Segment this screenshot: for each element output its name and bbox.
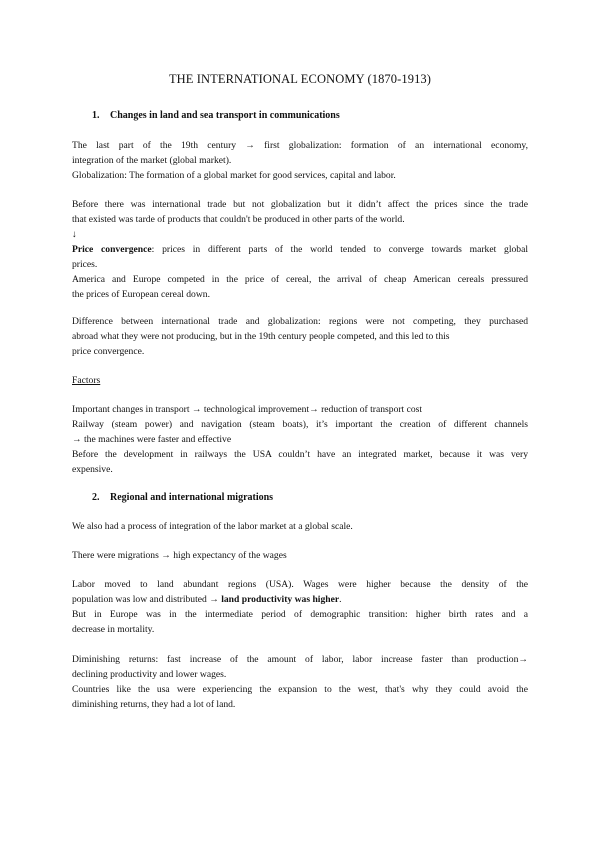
- text-line: Railway (steam power) and navigation (steam boats), it’s important the creation of different channels: [72, 419, 528, 430]
- text-line: Diminishing returns: fast increase of the amount of labor, labor increase faster than production→: [72, 654, 528, 665]
- text-line: → the machines were faster and effective: [72, 434, 232, 445]
- paragraph-labor-market: [72, 519, 528, 534]
- paragraph-price-convergence: [72, 197, 528, 302]
- text-line: But in Europe was in the intermediate period of demographic transition: higher birth rates and a: [72, 609, 528, 620]
- factors-label-block: [72, 373, 528, 388]
- factors-label: Factors: [72, 375, 101, 386]
- text-line: Difference between international trade and globalization: regions were not competing, they purchased: [72, 316, 528, 327]
- paragraph-factors: [72, 402, 528, 477]
- section-2-number: 2.: [92, 492, 100, 503]
- text-line: that existed was tarde of products that couldn't be produced in other parts of the world.: [72, 214, 405, 225]
- paragraph-globalization: [72, 138, 528, 183]
- text-line: Countries like the usa were experiencing the expansion to the west, that's why they could avoid the: [72, 684, 528, 695]
- paragraph-diminishing-returns: [72, 652, 528, 712]
- text-line: Before there was international trade but not globalization but it didn’t affect the prices since the trade: [72, 199, 528, 210]
- document-title: THE INTERNATIONAL ECONOMY (1870-1913): [168, 72, 432, 86]
- text-line: [72, 242, 528, 257]
- section-1-title: Changes in land and sea transport in communications: [110, 110, 340, 121]
- down-arrow: ↓: [72, 229, 77, 240]
- text-line: America and Europe competed in the price of cereal, the arrival of cheap American cereals pressured: [72, 274, 528, 285]
- paragraph-land-abundant: [72, 577, 528, 637]
- text-fragment: : prices in different parts of the world tended to converge towards market global: [151, 244, 528, 255]
- text-line: diminishing returns, they had a lot of land.: [72, 699, 236, 710]
- text-line: [72, 592, 528, 607]
- text-line: prices.: [72, 259, 98, 270]
- text-line: decrease in mortality.: [72, 624, 155, 635]
- paragraph-migrations: [72, 548, 528, 563]
- text-line: We also had a process of integration of the labor market at a global scale.: [72, 521, 353, 532]
- text-line: the prices of European cereal down.: [72, 289, 210, 300]
- text-line: The last part of the 19th century → first globalization: formation of an international economy,: [72, 140, 528, 151]
- text-line: declining productivity and lower wages.: [72, 669, 227, 680]
- section-2-heading: [92, 492, 273, 503]
- text-line: price convergence.: [72, 346, 145, 357]
- section-1-heading: [92, 110, 340, 121]
- land-productivity-term: land productivity was higher: [221, 594, 340, 605]
- section-2-title: Regional and international migrations: [110, 492, 274, 503]
- price-convergence-term: Price convergence: [72, 244, 152, 255]
- text-fragment: .: [339, 594, 342, 605]
- section-1-number: 1.: [92, 110, 100, 121]
- text-line: expensive.: [72, 464, 113, 475]
- text-line: integration of the market (global market).: [72, 155, 232, 166]
- text-fragment: population was low and distributed →: [72, 594, 222, 605]
- text-line: There were migrations → high expectancy of the wages: [72, 550, 287, 561]
- paragraph-trade-vs-globalization: [72, 314, 528, 359]
- text-line: Before the development in railways the USA couldn’t have an integrated market, because it was very: [72, 449, 528, 460]
- text-line: Important changes in transport → technological improvement→ reduction of transport cost: [72, 404, 423, 415]
- text-line: abroad what they were not producing, but in the 19th century people competed, and this led to this: [72, 331, 450, 342]
- text-line: Labor moved to land abundant regions (USA). Wages were higher because the density of the: [72, 579, 528, 590]
- text-line: Globalization: The formation of a global market for good services, capital and labor.: [72, 170, 396, 181]
